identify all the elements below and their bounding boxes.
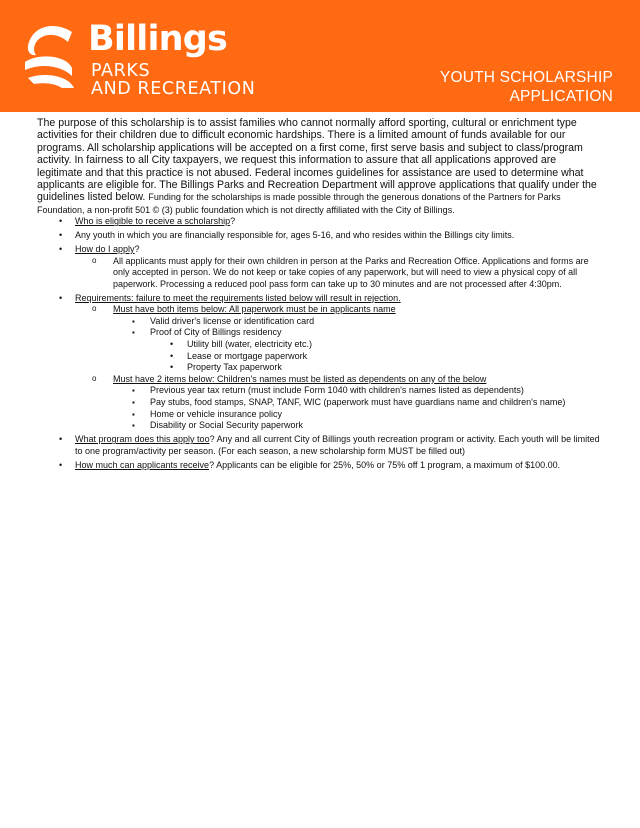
group2-item: ▪ Previous year tax return (must include Form 1040 with children's names listed as dependents): [113, 385, 603, 397]
group1-items: [113, 316, 603, 374]
eligibility-question-suffix: ?: [230, 216, 236, 227]
group2-item: ▪ Pay stubs, food stamps, SNAP, TANF, WIC (paperwork must have guardians name and children's name): [113, 397, 603, 409]
requirements-group1-heading: Must have both items below: All paperwork must be in applicants name: [113, 304, 396, 315]
amount-question: How much can applicants receive: [75, 459, 210, 470]
amount-answer: ? Applicants can be eligible for 25%, 50% or 75% off 1 program, a maximum of $100.00.: [209, 459, 561, 470]
residency-proof-item: • Property Tax paperwork: [150, 362, 603, 374]
list-item-amount: [37, 460, 603, 472]
programs-question: What program does this apply too: [75, 434, 210, 445]
requirements-heading: Requirements: failure to meet the requirements listed below will result in rejection.: [75, 292, 401, 303]
faq-list: [37, 216, 603, 471]
apply-sublist: [75, 256, 603, 291]
eligibility-answer: Any youth in which you are financially responsible for, ages 5-16, and who resides within the Billings city limits.: [75, 230, 515, 241]
form-title-line2: APPLICATION: [509, 88, 613, 105]
brand-name: Billings: [88, 19, 228, 59]
apply-detail: All applicants must apply for their own children in person at the Parks and Recreation Office. Applications and forms are only accepted in person. We do not keep or take copies of any paperwork, but will need to view a physical copy of all paperwork. Processing a reduced pool pass form can take up to 30 minutes and are not processed after 4:30pm.: [113, 255, 589, 289]
requirements-group2: [75, 374, 603, 432]
apply-question: How do I apply: [75, 244, 135, 255]
group1-item: [113, 327, 603, 373]
brand-subtitle-line2: AND RECREATION: [91, 79, 256, 99]
list-item-eligibility: [37, 216, 603, 228]
group1-item-residency: Proof of City of Billings residency: [150, 327, 282, 338]
eligibility-question: Who is eligible to receive a scholarship: [75, 216, 231, 227]
residency-proof-item: • Utility bill (water, electricity etc.): [150, 339, 603, 351]
requirements-group1: [75, 304, 603, 374]
residency-proof-item: • Lease or mortgage paperwork: [150, 351, 603, 363]
group1-item: ▪ Valid driver's license or identification card: [113, 316, 603, 328]
residency-proofs: [150, 339, 603, 374]
intro-paragraph: [37, 117, 603, 216]
document-body: [37, 117, 603, 474]
header-banner: [0, 0, 640, 112]
group2-item: ▪ Disability or Social Security paperwork: [113, 420, 603, 432]
group2-item: ▪ Home or vehicle insurance policy: [113, 409, 603, 421]
apply-detail-item: [75, 256, 603, 291]
list-item-requirements: [37, 293, 603, 432]
form-title: [353, 68, 613, 106]
brand-subtitle-line1: PARKS: [91, 61, 151, 81]
requirements-group2-heading: Must have 2 items below: Children's names must be listed as dependents on any of the below: [113, 373, 487, 384]
funding-note: Funding for the scholarships is made possible through the generous donations of the Partners for Parks Foundation, a non-profit 501 © (3) public foundation which is not directly affiliated with the City of Billings.: [37, 192, 561, 215]
list-item-programs: [37, 434, 603, 457]
list-item-apply: [37, 244, 603, 290]
programs-answer: ? Any and all current City of Billings youth recreation program or activity. Each youth will be limited to one program/activity per season. (For each season, a new scholarship form MUST be filled out): [75, 434, 600, 456]
list-item-eligibility-answer: [37, 230, 603, 242]
billings-swoosh-logo-icon: [22, 22, 78, 90]
group2-items: [113, 385, 603, 431]
requirements-sublist: [75, 304, 603, 432]
form-title-line1: YOUTH SCHOLARSHIP: [439, 69, 613, 86]
intro-text: The purpose of this scholarship is to assist families who cannot normally afford sporting, cultural or enrichment type activities for their children due to difficult economic hardships. There is a limited amount of funds available for our programs. All scholarship applications will be accepted on a first come, first serve basis and subject to class/program activity. In fairness to all City taxpayers, we request this information to assure that all applications approved are legitimate and that this practice is not abused. Federal incomes guidelines for assistance are used to determine what applicants are eligible for. The Billings Parks and Recreation Department will approve applications that qualify under the guidelines listed below.: [37, 117, 597, 204]
apply-question-suffix: ?: [134, 244, 140, 255]
